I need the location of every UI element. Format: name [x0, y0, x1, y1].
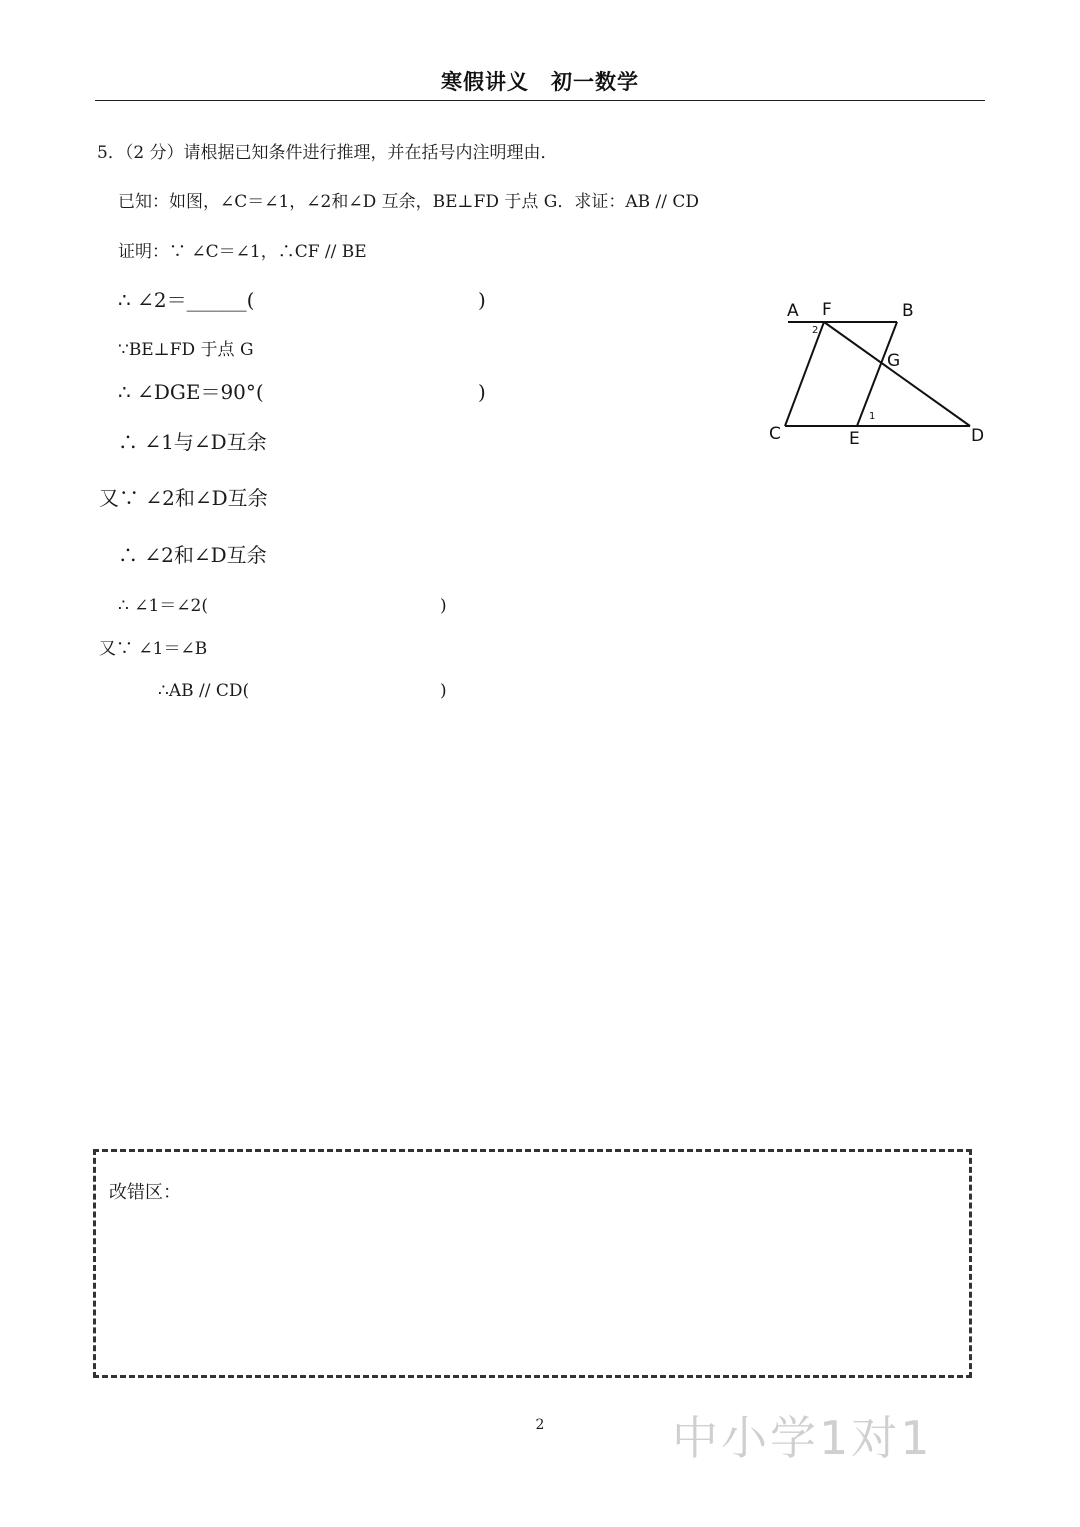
point-label-f: F — [822, 300, 832, 320]
proof-line-2: ∴ ∠2＝______( — [118, 288, 255, 312]
page-number: 2 — [535, 1417, 545, 1433]
watermark-text: 中小学1对1 — [672, 1411, 933, 1465]
proof-line-10: ∴AB // CD( — [158, 681, 250, 701]
problem-prompt: 5．（2 分）请根据已知条件进行推理，并在括号内注明理由． — [97, 143, 558, 163]
proof-line-1: 证明：∵ ∠C＝∠1，∴CF // BE — [118, 242, 367, 262]
proof-line-5: ∴ ∠1与∠D互余 — [118, 430, 267, 454]
point-label-d: D — [971, 426, 985, 446]
proof-line-4: ∴ ∠DGE＝90°( — [118, 380, 264, 404]
page-title: 寒假讲义 初一数学 — [441, 70, 639, 94]
point-label-b: B — [902, 301, 914, 321]
proof-line-3: ∵BE⊥FD 于点 G — [118, 340, 254, 360]
point-label-a: A — [787, 301, 799, 321]
point-label-e: E — [849, 429, 860, 449]
problem-given: 已知：如图，∠C＝∠1，∠2和∠D 互余，BE⊥FD 于点 G．求证：AB // CD — [118, 192, 700, 212]
error-correction-label: 改错区： — [109, 1182, 181, 1203]
proof-line-8: ∴ ∠1＝∠2( — [118, 596, 208, 616]
header-divider — [95, 100, 985, 101]
proof-line-9: 又∵ ∠1＝∠B — [99, 639, 208, 659]
proof-line-6: 又∵ ∠2和∠D互余 — [99, 486, 268, 510]
proof-line-4-close: ) — [478, 380, 486, 404]
proof-line-7: ∴ ∠2和∠D互余 — [118, 543, 267, 567]
proof-line-2-close: ) — [478, 288, 486, 312]
geometry-figure — [760, 292, 1000, 452]
point-label-c: C — [769, 424, 781, 444]
proof-line-10-close: ) — [440, 681, 447, 701]
proof-line-8-close: ) — [440, 596, 447, 616]
angle-label-2: 2 — [812, 325, 819, 336]
angle-label-1: 1 — [869, 411, 876, 422]
point-label-g: G — [887, 351, 901, 371]
error-correction-box — [93, 1149, 972, 1378]
